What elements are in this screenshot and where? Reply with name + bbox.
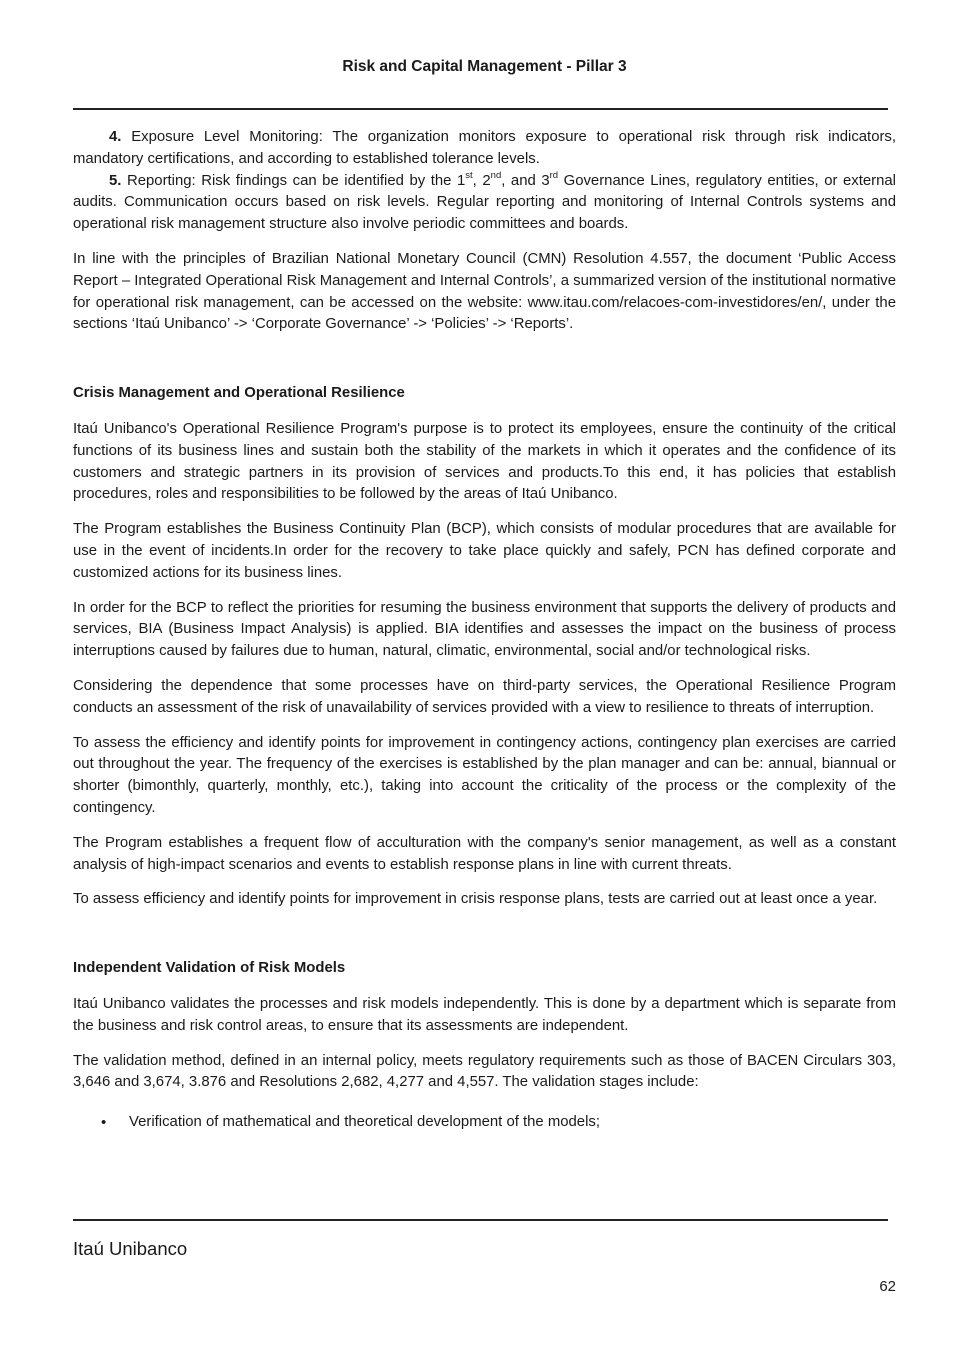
footer-brand: Itaú Unibanco (73, 1238, 188, 1259)
footer-divider (73, 1219, 888, 1221)
item-number: 5. (109, 172, 122, 189)
item-text-part: , and 3 (501, 172, 550, 189)
validation-stages-list (73, 1112, 896, 1134)
item-text-part: Governance Lines, regulatory entities, or external audits. Communication occurs based on risk levels. Regular reporting and monitoring of Internal Controls systems and operational risk management structure also involve periodic committees and boards. (73, 172, 896, 233)
paragraph: The validation method, defined in an internal policy, meets regulatory requirements such as those of BACEN Circulars 303, 3,646 and 3,674, 3.876 and Resolutions 2,682, 4,277 and 4,557. The validation stages include: (73, 1052, 896, 1091)
paragraph: The Program establishes a frequent flow of acculturation with the company's senior management, as well as a constant analysis of high-impact scenarios and events to establish response plans in line with current threats. (73, 834, 896, 873)
item-number: 4. (109, 129, 122, 145)
page-content (73, 127, 896, 1134)
bullet-icon: • (101, 1114, 107, 1132)
list-item (73, 1112, 896, 1134)
paragraph: The Program establishes the Business Continuity Plan (BCP), which consists of modular procedures that are available for use in the event of incidents.In order for the recovery to take place quickly and safely, PCN has defined corporate and customized actions for its business lines. (73, 521, 896, 581)
ordinal-suffix: st (465, 169, 473, 181)
item-text: Exposure Level Monitoring: The organization monitors exposure to operational risk through risk indicators, mandatory certifications, and according to established tolerance levels. (73, 129, 897, 167)
page-number: 62 (879, 1278, 896, 1295)
header-divider (73, 108, 888, 110)
ordinal-suffix: nd (490, 169, 502, 181)
item-text-part: Reporting: Risk findings can be identified by the 1 (126, 172, 466, 189)
numbered-item-5 (73, 171, 896, 236)
ordinal-suffix: rd (549, 169, 559, 181)
page-header-title: Risk and Capital Management - Pillar 3 (342, 58, 627, 75)
paragraph: To assess efficiency and identify points for improvement in crisis response plans, tests are carried out at least once a year. (73, 891, 878, 908)
item-text-part: , 2 (472, 172, 491, 189)
paragraph: To assess the efficiency and identify points for improvement in contingency actions, contingency plan exercises are carried out throughout the year. The frequency of the exercises is established by the plan manager and can be: annual, biannual or shorter (bimonthly, quarterly, monthly, etc.), taking into account the criticality of the process or the complexity of the contingency. (73, 734, 896, 816)
intro-paragraph: In line with the principles of Brazilian National Monetary Council (CMN) Resolution 4.557, the document ‘Public Access Report – Integrated Operational Risk Management and Internal Controls’, a summarized version of the institutional normative for operational risk management, can be accessed on the website: www.itau.com/relacoes-com-investidores/en/, under the sections ‘Itaú Unibanco’ -> ‘Corporate Governance’ -> ‘Policies’ -> ‘Reports’. (73, 250, 896, 333)
list-item-text: Verification of mathematical and theoretical development of the models; (129, 1114, 600, 1131)
numbered-item-4 (73, 127, 896, 171)
section-heading-validation: Independent Validation of Risk Models (73, 960, 346, 977)
paragraph: Considering the dependence that some processes have on third-party services, the Operational Resilience Program conducts an assessment of the risk of unavailability of services provided with a view to resilience to threats of interruption. (73, 677, 896, 716)
section-heading-crisis: Crisis Management and Operational Resilience (73, 385, 405, 402)
paragraph: Itaú Unibanco validates the processes and risk models independently. This is done by a department which is separate from the business and risk control areas, to ensure that its assessments are independent. (73, 995, 896, 1034)
paragraph: In order for the BCP to reflect the priorities for resuming the business environment that supports the delivery of products and services, BIA (Business Impact Analysis) is applied. BIA identifies and assesses the impact on the business of process interruptions caused by failures due to human, natural, climatic, environmental, social and/or technological risks. (73, 599, 896, 660)
paragraph: Itaú Unibanco's Operational Resilience Program's purpose is to protect its employees, ensure the continuity of the critical functions of its business lines and sustain both the stability of the markets in which it operates and the confidence of its customers and strategic partners in its provision of services and products.To this end, it has policies that establish procedures, roles and responsibilities to be followed by the areas of Itaú Unibanco. (73, 420, 896, 503)
